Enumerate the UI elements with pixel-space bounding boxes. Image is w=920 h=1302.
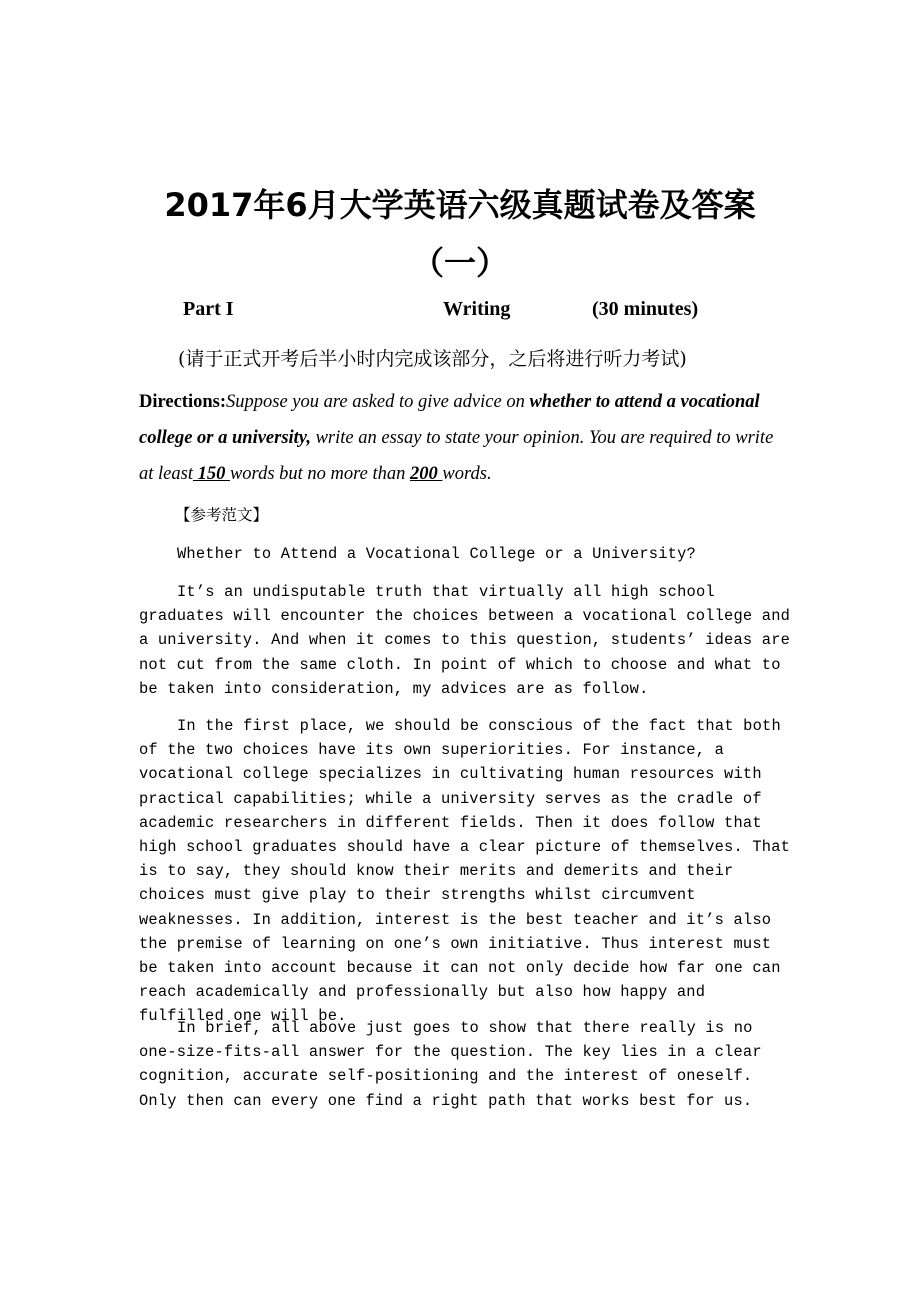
essay-title: Whether to Attend a Vocational College or a University?: [177, 545, 696, 563]
essay-paragraph: In brief, all above just goes to show that there really is no one-size-fits-all answer for the question. The key lies in a clear cognition, accurate self-positioning and the interest of oneself. Only then can every one find a right path that works best for us.: [139, 1019, 762, 1110]
part-label: Part I: [183, 298, 234, 320]
directions-text: Suppose you are asked to give advice on: [226, 392, 530, 412]
essay-paragraph: It’s an undisputable truth that virtually all high school graduates will encounter the choices between a vocational college and a university. And when it comes to this question, students’ ideas are not cut from the same cloth. In point of which to choose and what to be taken into consideration, my advices are as follow.: [139, 583, 791, 698]
reference-heading: 【参考范文】: [175, 506, 269, 524]
min-word-count: 150: [192, 464, 230, 484]
directions-text: words but no more than: [229, 464, 411, 484]
directions-text: write an essay to state your opinion. You are required to write at least: [139, 428, 774, 484]
directions-topic: whether to attend a vocational college or a university,: [139, 392, 760, 448]
document-title: 2017年6月大学英语六级真题试卷及答案: [164, 186, 756, 224]
max-word-count: 200: [410, 464, 443, 484]
directions-text: words.: [442, 464, 492, 484]
directions-paragraph: [139, 384, 789, 492]
essay-paragraph: In the first place, we should be conscious of the fact that both of the two choices have its own superiorities. For instance, a vocational college specializes in cultivating human resources with practical capabilities; while a university serves as the cradle of academic researchers in different fields. Then it does follow that high school graduates should have a clear picture of themselves. That is to say, they should know their merits and demerits and their choices must give play to their strengths whilst circumvent weaknesses. In addition, interest is the best teacher and it’s also the premise of learning on one’s own initiative. Thus interest must be taken into account because it can not only decide how far one can reach academically and professionally but also how happy and fulfilled one will be.: [139, 717, 791, 1026]
document-title-subtitle: （一）: [411, 244, 508, 282]
section-name: Writing: [443, 298, 511, 320]
exam-note: (请于正式开考后半小时内完成该部分，之后将进行听力考试): [178, 348, 687, 370]
directions-label: Directions:: [139, 392, 226, 412]
time-limit: (30 minutes): [592, 298, 699, 320]
